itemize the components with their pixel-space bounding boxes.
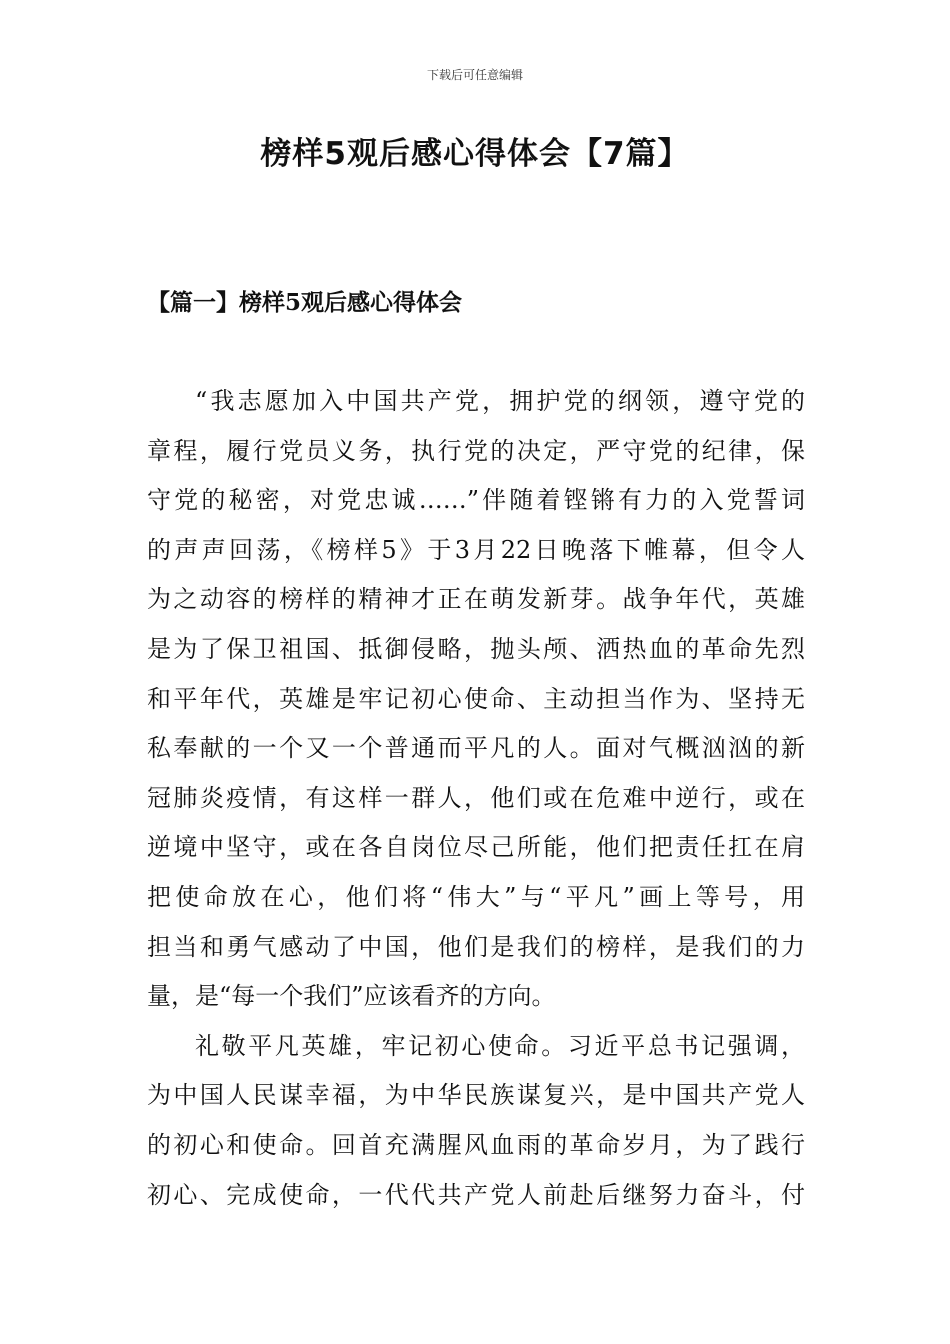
text-line: “我志愿加入中国共产党，拥护党的纲领，遵守党的 — [195, 387, 805, 415]
section-heading: 【篇一】榜样5观后感心得体会 — [147, 289, 463, 316]
header-note: 下载后可任意编辑 — [426, 68, 523, 82]
text-line: 逆境中坚守，或在各自岗位尽己所能，他们把责任扛在肩 — [147, 833, 805, 862]
document-title: 榜样5观后感心得体会【7篇】 — [260, 136, 690, 172]
text-line: 和平年代，英雄是牢记初心使命、主动担当作为、坚持无 — [147, 684, 805, 713]
text-line: 守党的秘密，对党忠诚……”伴随着铿锵有力的入党誓词 — [147, 486, 805, 515]
text-line: 冠肺炎疫情，有这样一群人，他们或在危难中逆行，或在 — [147, 783, 805, 812]
text-line: 的初心和使命。回首充满腥风血雨的革命岁月，为了践行 — [147, 1130, 805, 1159]
text-line: 的声声回荡，《榜样5》于3月22日晚落下帷幕，但令人 — [147, 535, 805, 564]
text-line: 为中国人民谋幸福，为中华民族谋复兴，是中国共产党人 — [147, 1081, 805, 1110]
text-line: 是为了保卫祖国、抵御侵略，抛头颅、洒热血的革命先烈 — [147, 634, 805, 663]
text-line: 初心、完成使命，一代代共产党人前赴后继努力奋斗，付 — [147, 1180, 805, 1209]
text-line: 私奉献的一个又一个普通而平凡的人。面对气概汹汹的新 — [147, 734, 805, 763]
paragraph-1 — [147, 377, 805, 1022]
paragraph-2 — [147, 1022, 805, 1220]
text-line: 章程，履行党员义务，执行党的决定，严守党的纪律，保 — [147, 436, 805, 465]
text-line: 量，是“每一个我们”应该看齐的方向。 — [147, 982, 556, 1011]
text-line: 担当和勇气感动了中国，他们是我们的榜样，是我们的力 — [147, 932, 805, 961]
text-line: 为之动容的榜样的精神才正在萌发新芽。战争年代，英雄 — [147, 585, 805, 614]
text-line: 把使命放在心，他们将“伟大”与“平凡”画上等号，用 — [147, 882, 805, 911]
text-line: 礼敬平凡英雄，牢记初心使命。习近平总书记强调， — [195, 1031, 805, 1060]
body-text — [147, 377, 805, 1220]
